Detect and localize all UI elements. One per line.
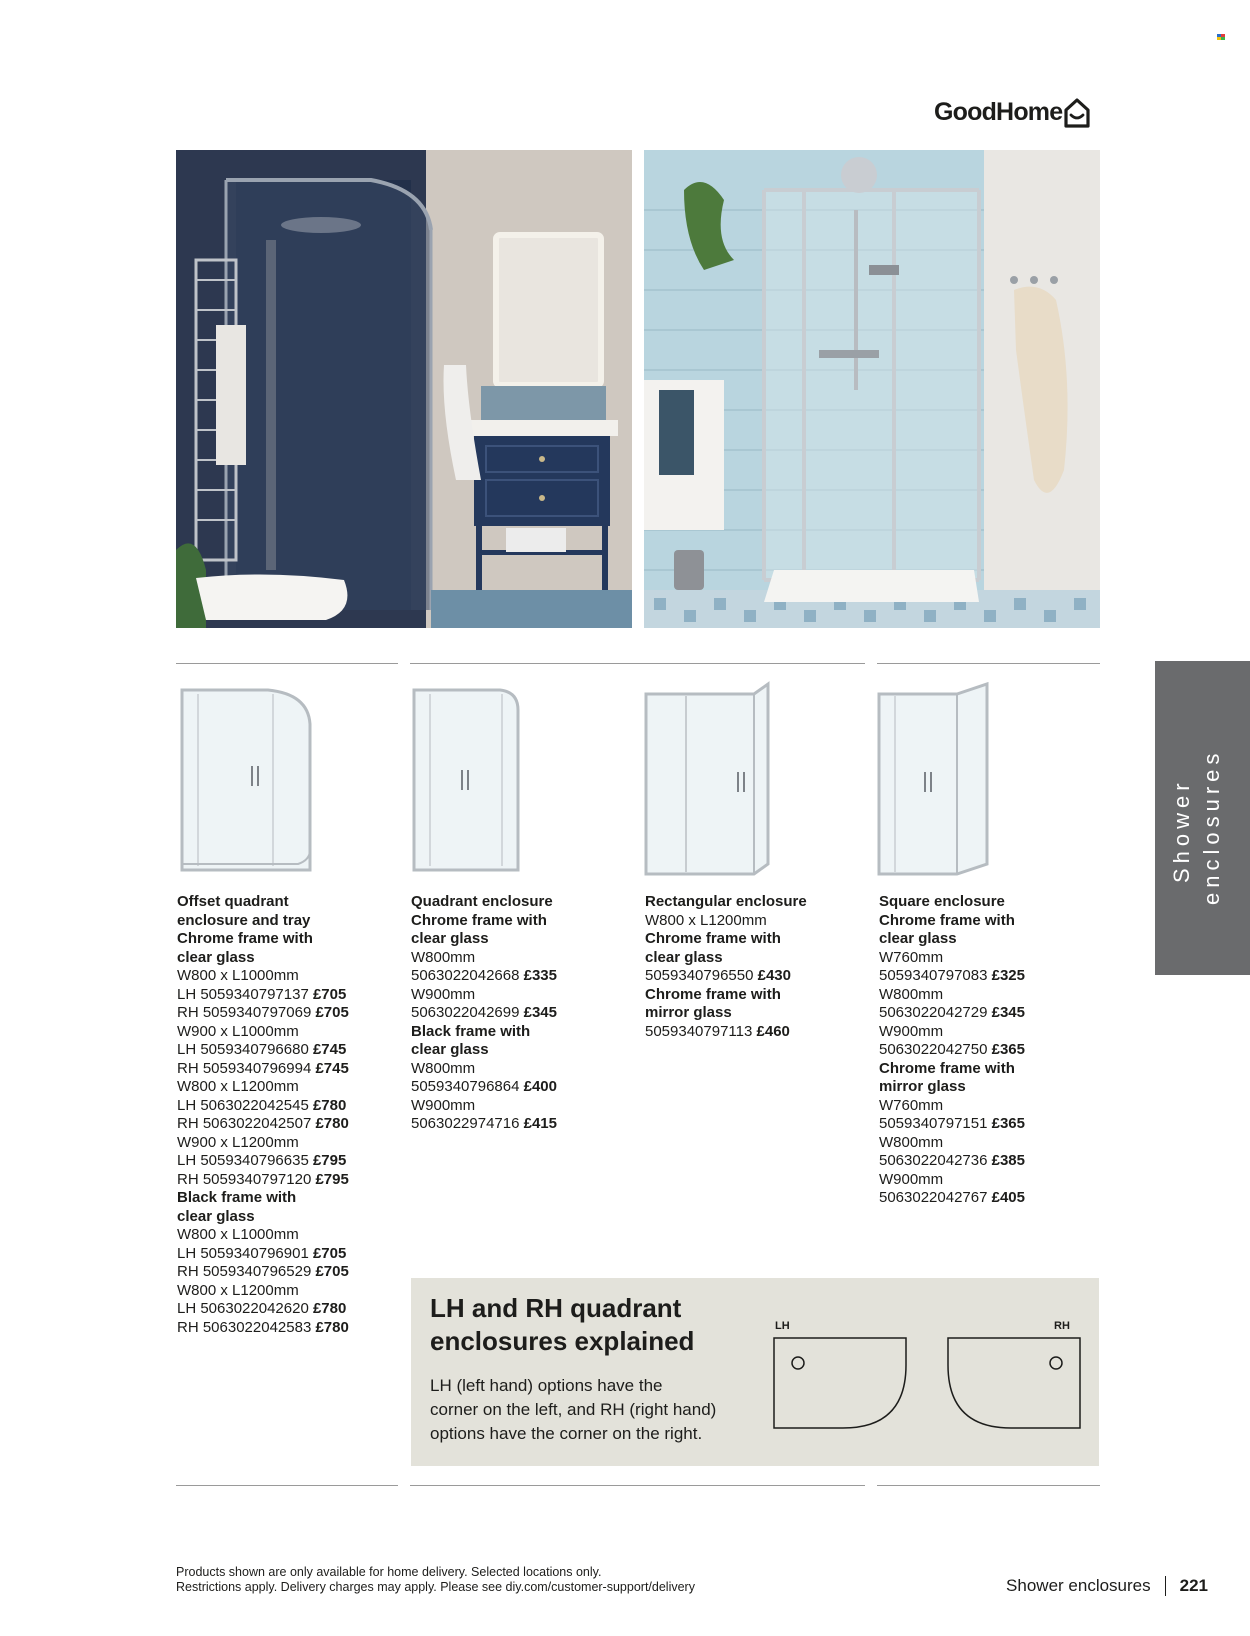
sku-code: 5063022042736 xyxy=(879,1152,988,1169)
size-label: W900mm xyxy=(879,1170,944,1188)
finish-label: clear glass xyxy=(645,948,723,966)
explainer-body-line2: corner on the left, and RH (right hand) xyxy=(430,1400,717,1419)
sku-code: 5059340797151 xyxy=(879,1115,988,1132)
sku-price: £705 xyxy=(315,1004,349,1021)
corner-color-mark xyxy=(1217,34,1225,40)
explainer-body-line3: options have the corner on the right. xyxy=(430,1424,703,1443)
product-sku-row xyxy=(879,1041,1119,1060)
sku-price: £405 xyxy=(991,1189,1025,1206)
rh-label: RH xyxy=(1054,1320,1070,1332)
sku-code: 5063022042767 xyxy=(879,1189,988,1206)
sku-code: LH 5059340797137 xyxy=(177,985,309,1003)
sku-price: £780 xyxy=(315,1318,349,1336)
product-column-rectangular xyxy=(645,893,885,1041)
product-title: Rectangular enclosure xyxy=(645,893,807,910)
sku-code: RH 5059340796994 xyxy=(177,1059,312,1077)
side-tab-line2: enclosures xyxy=(1199,748,1224,905)
product-sku-row xyxy=(411,967,651,986)
sku-price: £780 xyxy=(312,1096,347,1114)
size-label: W800mm xyxy=(879,985,944,1003)
explainer-heading-line2: enclosures explained xyxy=(430,1326,695,1356)
bottom-rule xyxy=(877,1485,1100,1486)
product-sku-row xyxy=(177,1300,417,1319)
finish-label: mirror glass xyxy=(645,1004,732,1021)
product-sku-row xyxy=(177,1152,417,1171)
product-sku-row xyxy=(879,967,1119,986)
product-title: Quadrant enclosure xyxy=(411,893,553,910)
sku-price: £335 xyxy=(523,967,557,984)
finish-label: Chrome frame with xyxy=(645,985,781,1003)
sku-code: 5059340796550 xyxy=(645,967,754,984)
sku-code: RH 5063022042507 xyxy=(177,1115,312,1132)
finish-label: clear glass xyxy=(411,1041,489,1058)
size-label: W760mm xyxy=(879,948,944,966)
bathroom-photo-quadrant xyxy=(176,150,632,628)
sku-price: £795 xyxy=(312,1152,347,1169)
product-column-square xyxy=(879,893,1119,1208)
lh-label: LH xyxy=(775,1320,790,1332)
product-sku-row xyxy=(177,1060,417,1079)
finish-label: Black frame with xyxy=(177,1189,297,1206)
sku-price: £795 xyxy=(315,1170,349,1188)
sku-price: £345 xyxy=(991,1004,1025,1021)
sku-code: RH 5059340797069 xyxy=(177,1004,312,1021)
product-column-quadrant xyxy=(411,893,651,1134)
page-number: 221 xyxy=(1179,1576,1208,1595)
product-sku-row xyxy=(879,1004,1119,1023)
column-rule xyxy=(877,663,1100,664)
product-sku-row xyxy=(177,1319,417,1338)
explainer-heading xyxy=(430,1292,750,1358)
sku-code: 5063022974716 xyxy=(411,1115,520,1132)
sku-price: £780 xyxy=(312,1300,347,1317)
size-label: W800 x L1000mm xyxy=(177,1226,299,1243)
size-label: W800 x L1200mm xyxy=(177,1281,299,1299)
sku-price: £325 xyxy=(991,967,1025,984)
product-sku-row xyxy=(177,1171,417,1190)
side-tab-line1: Shower xyxy=(1169,778,1194,883)
sku-price: £415 xyxy=(523,1115,557,1132)
goodhome-logo xyxy=(934,92,1102,132)
logo-text: GoodHome xyxy=(934,97,1063,126)
finish-label: clear glass xyxy=(177,1207,255,1225)
sku-code: 5059340797113 xyxy=(645,1022,753,1040)
sku-code: RH 5059340796529 xyxy=(177,1263,312,1280)
footer-divider xyxy=(1165,1576,1166,1596)
size-label: W760mm xyxy=(879,1096,944,1114)
explainer-body xyxy=(430,1374,760,1446)
product-sku-row xyxy=(177,1245,417,1264)
product-sku-row xyxy=(411,1115,651,1134)
sku-code: 5063022042668 xyxy=(411,967,520,984)
sku-price: £460 xyxy=(756,1022,790,1040)
size-label: W900 x L1200mm xyxy=(177,1133,299,1151)
product-title: Offset quadrant xyxy=(177,893,289,910)
size-label: W900mm xyxy=(411,1096,476,1114)
size-label: W900mm xyxy=(879,1022,944,1040)
finish-label: mirror glass xyxy=(879,1078,966,1095)
house-icon xyxy=(1064,96,1090,128)
square-thumbnail xyxy=(877,680,992,880)
sku-price: £780 xyxy=(315,1115,349,1132)
sku-code: 5059340796864 xyxy=(411,1078,520,1095)
product-sku-row xyxy=(411,1004,651,1023)
product-sku-row xyxy=(177,1041,417,1060)
product-sku-row xyxy=(177,1004,417,1023)
explainer-body-line1: LH (left hand) options have the xyxy=(430,1376,663,1395)
product-sku-row xyxy=(879,1152,1119,1171)
delivery-note xyxy=(176,1565,695,1595)
finish-label: Chrome frame with xyxy=(645,930,781,947)
sku-code: LH 5059340796680 xyxy=(177,1041,309,1058)
product-title: Square enclosure xyxy=(879,893,1005,910)
size-label: W800 x L1200mm xyxy=(177,1078,299,1095)
sku-price: £430 xyxy=(757,967,791,984)
sku-price: £705 xyxy=(315,1263,349,1280)
sku-price: £365 xyxy=(991,1115,1025,1132)
product-sku-row xyxy=(645,967,885,986)
size-label: W800mm xyxy=(411,1059,476,1077)
sku-code: LH 5063022042545 xyxy=(177,1096,309,1114)
finish-label: Chrome frame with xyxy=(177,930,313,947)
sku-price: £385 xyxy=(991,1152,1025,1169)
sku-code: LH 5063022042620 xyxy=(177,1300,309,1317)
explainer-heading-line1: LH and RH quadrant xyxy=(430,1293,682,1323)
sku-price: £705 xyxy=(312,1244,347,1262)
rectangular-thumbnail xyxy=(644,680,774,880)
sku-code: RH 5059340797120 xyxy=(177,1170,312,1188)
column-rule xyxy=(410,663,865,664)
sku-code: 5059340797083 xyxy=(879,967,988,984)
sku-code: LH 5059340796635 xyxy=(177,1152,309,1169)
finish-label: Chrome frame with xyxy=(879,911,1015,929)
sku-code: 5063022042729 xyxy=(879,1004,988,1021)
section-name: Shower enclosures xyxy=(1006,1576,1151,1595)
sku-price: £745 xyxy=(315,1059,349,1077)
lh-rh-diagram xyxy=(771,1335,1083,1431)
bottom-rule xyxy=(176,1485,398,1486)
sku-code: LH 5059340796901 xyxy=(177,1244,309,1262)
product-sku-row xyxy=(645,1023,885,1042)
bathroom-photo-square xyxy=(644,150,1100,628)
quadrant-thumbnail xyxy=(410,680,550,880)
sku-price: £745 xyxy=(312,1041,347,1058)
sku-price: £345 xyxy=(523,1004,557,1021)
product-sku-row xyxy=(411,1078,651,1097)
sku-code: RH 5063022042583 xyxy=(177,1318,312,1336)
sku-price: £365 xyxy=(991,1041,1025,1058)
product-column-offset-quadrant xyxy=(177,893,417,1337)
finish-label: clear glass xyxy=(411,930,489,947)
sku-price: £705 xyxy=(312,985,347,1003)
size-label: W800mm xyxy=(879,1133,944,1151)
product-sku-row xyxy=(177,1115,417,1134)
lh-rh-explainer xyxy=(411,1278,1099,1466)
bottom-rule xyxy=(410,1485,865,1486)
size-label: W800 x L1200mm xyxy=(645,911,767,929)
size-label: W800mm xyxy=(411,948,476,966)
column-rule xyxy=(176,663,398,664)
size-label: W900mm xyxy=(411,985,476,1003)
page-footer xyxy=(1006,1576,1208,1596)
delivery-note-line2: Restrictions apply. Delivery charges may apply. Please see diy.com/customer-support/delivery xyxy=(176,1580,695,1594)
product-sku-row xyxy=(177,1263,417,1282)
product-sku-row xyxy=(879,1189,1119,1208)
product-sku-row xyxy=(177,986,417,1005)
product-sku-row xyxy=(177,1097,417,1116)
size-label: W900 x L1000mm xyxy=(177,1022,299,1040)
finish-label: Chrome frame with xyxy=(879,1059,1015,1077)
size-label: W800 x L1000mm xyxy=(177,967,299,984)
finish-label: Chrome frame with xyxy=(411,911,547,929)
finish-label: Black frame with xyxy=(411,1022,531,1040)
delivery-note-line1: Products shown are only available for home delivery. Selected locations only. xyxy=(176,1565,602,1579)
sku-price: £400 xyxy=(523,1078,557,1095)
sku-code: 5063022042750 xyxy=(879,1041,988,1058)
product-sku-row xyxy=(879,1115,1119,1134)
product-title: enclosure and tray xyxy=(177,911,311,929)
finish-label: clear glass xyxy=(177,948,255,966)
sku-code: 5063022042699 xyxy=(411,1004,520,1021)
section-side-tab xyxy=(1155,661,1250,975)
offset-quadrant-thumbnail xyxy=(178,680,318,880)
finish-label: clear glass xyxy=(879,930,957,947)
